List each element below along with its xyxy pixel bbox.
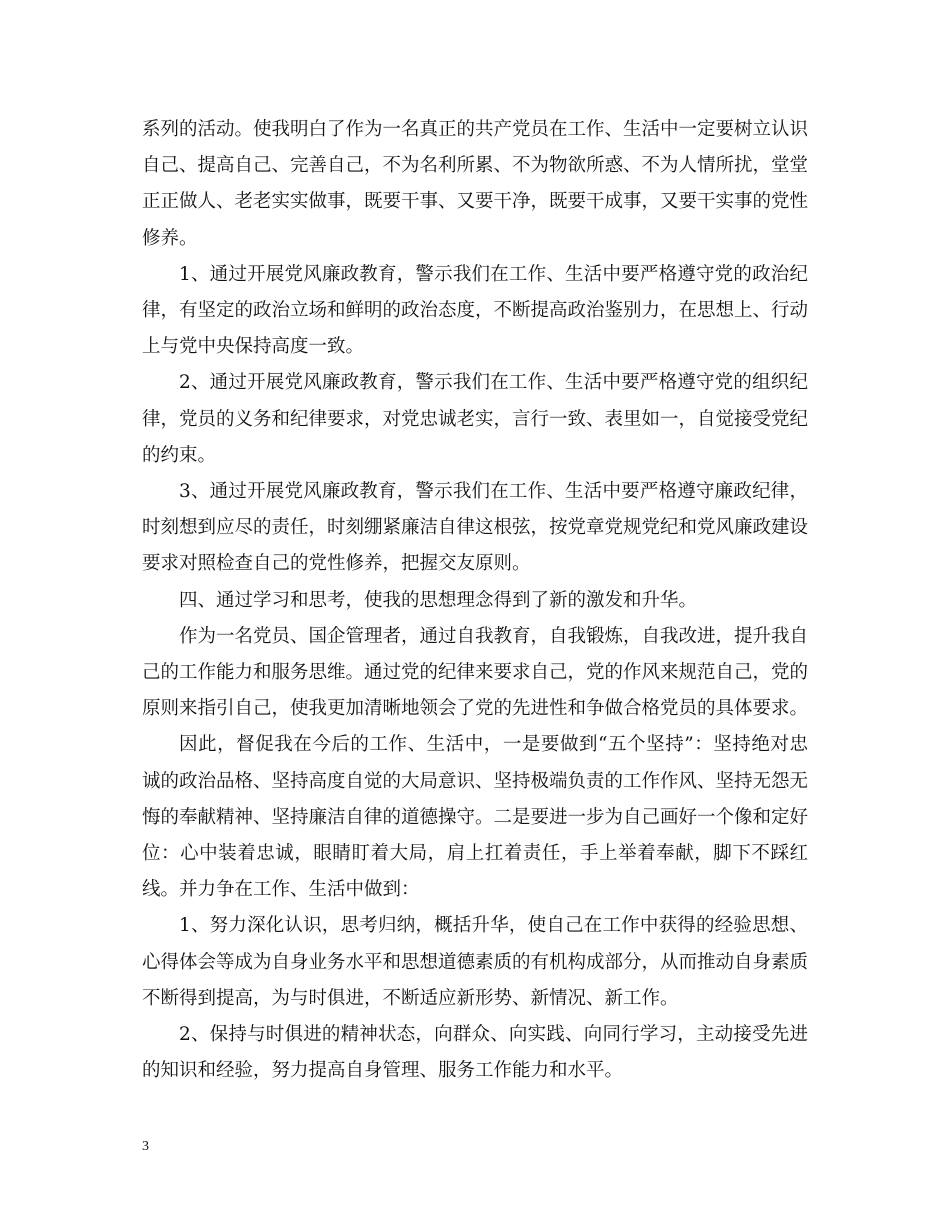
paragraph-2: 1、通过开展党风廉政教育，警示我们在工作、生活中要严格遵守党的政治纪律，有坚定的政治立场和鲜明的政治态度，不断提高政治鉴别力，在思想上、行动上与党中央保持高度一致。 xyxy=(142,263,809,358)
paragraph-4: 3、通过开展党风廉政教育，警示我们在工作、生活中要严格遵守廉政纪律，时刻想到应尽的责任，时刻绷紧廉洁自律这根弦，按党章党规党纪和党风廉政建设要求对照检查自己的党性修养，把握交友原则。 xyxy=(142,481,809,575)
document-body xyxy=(142,112,808,1089)
page-number: 3 xyxy=(142,1139,149,1154)
paragraph-6: 作为一名党员、国企管理者，通过自我教育，自我锻炼，自我改进，提升我自己的工作能力和服务思维。通过党的纪律来要求自己，党的作风来规范自己，党的原则来指引自己，使我更加清晰地领会了党的先进性和争做合格党员的具体要求。 xyxy=(142,625,809,720)
paragraph-8: 1、努力深化认识，思考归纳，概括升华，使自己在工作中获得的经验思想、心得体会等成为自身业务水平和思想道德素质的有机构成部分，从而推动自身素质不断得到提高，为与时俱进，不断适应新形势、新情况、新工作。 xyxy=(142,915,809,1009)
paragraph-5: 四、通过学习和思考，使我的思想理念得到了新的激发和升华。 xyxy=(179,589,698,611)
paragraph-9: 2、保持与时俱进的精神状态，向群众、向实践、向同行学习，主动接受先进的知识和经验，努力提高自身管理、服务工作能力和水平。 xyxy=(142,1024,808,1082)
paragraph-1: 系列的活动。使我明白了作为一名真正的共产党员在工作、生活中一定要树立认识自己、提高自己、完善自己，不为名利所累、不为物欲所惑、不为人情所扰，堂堂正正做人、老老实实做事，既要干事、又要干净，既要干成事，又要干实事的党性修养。 xyxy=(142,119,809,249)
paragraph-3: 2、通过开展党风廉政教育，警示我们在工作、生活中要严格遵守党的组织纪律，党员的义务和纪律要求，对党忠诚老实，言行一致、表里如一，自觉接受党纪的约束。 xyxy=(142,372,809,466)
paragraph-7: 因此，督促我在今后的工作、生活中，一是要做到“五个坚持”：坚持绝对忠诚的政治品格、坚持高度自觉的大局意识、坚持极端负责的工作作风、坚持无怨无悔的奉献精神、坚持廉洁自律的道德操守。二是要进一步为自己画好一个像和定好位：心中装着忠诚，眼睛盯着大局，肩上扛着责任，手上举着奉献，脚下不踩红线。并力争在工作、生活中做到： xyxy=(142,734,809,901)
